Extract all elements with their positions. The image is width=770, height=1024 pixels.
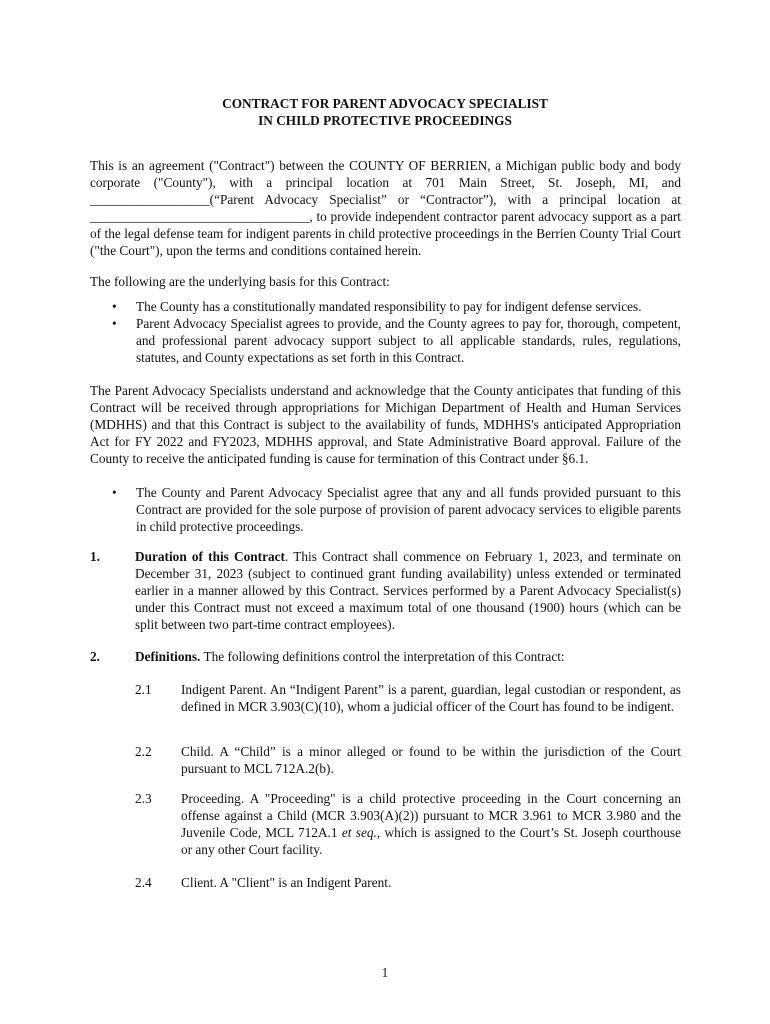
intro-text: This is an agreement ("Contract") between the COUNTY OF BERRIEN, a Michigan public body and body corporate ("County"), with a principal location at 701 Main Street, St. Joseph, MI, and __________________(“Parent Advocacy Specialist” or “Contractor”), with a principal location at _________________________________, to provide independent contractor parent advocacy support as a part of the legal defense team for indigent parents in child protective proceedings in the Berrien County Trial Court ("the Court"), upon the terms and conditions contained herein.: [90, 158, 681, 258]
title-line-2: IN CHILD PROTECTIVE PROCEEDINGS: [258, 113, 512, 128]
definition-2-3-text-part: Proceeding. A "Proceeding" is a child protective proceeding in the Court concerning an offense against a Child (MCR 3.903(A)(2)) pursuant to MCR 3.961 to MCR 3.980 and the Juvenile Code, MCL 712A.1: [181, 791, 681, 840]
definition-2-1-text: Indigent Parent. An “Indigent Parent” is a parent, guardian, legal custodian or respondent, as defined in MCR 3.903(C)(10), whom a judicial officer of the Court has found to be indigent.: [181, 682, 681, 714]
basis-bullet-2: Parent Advocacy Specialist agrees to provide, and the County agrees to pay for, thorough, competent, and professional parent advocacy support subject to all applicable standards, rules, regulations, statutes, and County expectations as set forth in this Contract.: [136, 316, 681, 365]
basis-heading-text: The following are the underlying basis for this Contract:: [90, 274, 390, 289]
definition-2-4-number: 2.4: [135, 875, 152, 890]
bullet-icon: •: [112, 299, 117, 314]
list-item: [112, 298, 681, 315]
section-2-number: 2.: [90, 649, 100, 664]
definition-2-1-number: 2.1: [135, 682, 152, 697]
list-item: [112, 315, 681, 366]
funds-bullet: The County and Parent Advocacy Specialist agree that any and all funds provided pursuant to this Contract are provided for the sole purpose of provision of parent advocacy services to eligible parents in child protective proceedings.: [136, 485, 681, 534]
definition-2-3-text: [181, 790, 681, 858]
definition-2-2-number: 2.2: [135, 744, 152, 759]
basis-bullet-1: The County has a constitutionally mandated responsibility to pay for indigent defense services.: [136, 299, 642, 314]
basis-heading: [90, 273, 681, 290]
section-1-body: [135, 548, 681, 633]
funding-text: The Parent Advocacy Specialists understand and acknowledge that the County anticipates that funding of this Contract will be received through appropriations for Michigan Department of Health and Human Services (MDHHS) and that this Contract is subject to the availability of funds, MDHHS's anticipated Appropriation Act for FY 2022 and FY2023, MDHHS approval, and State Administrative Board approval. Failure of the County to receive the anticipated funding is cause for termination of this Contract under §6.1.: [90, 383, 681, 466]
section-2-heading: Definitions.: [135, 649, 201, 664]
bullet-icon: •: [112, 316, 117, 331]
contract-title: [0, 95, 770, 129]
definition-2-2-text: Child. A “Child” is a minor alleged or found to be within the jurisdiction of the Court pursuant to MCL 712A.2(b).: [181, 744, 681, 776]
funding-paragraph: [90, 382, 681, 467]
section-2-body: [135, 648, 681, 665]
definition-2-3-text-part: , which is assigned to the Court’s St. Joseph courthouse or any other Court facility.: [181, 825, 681, 857]
section-2-text: The following definitions control the interpretation of this Contract:: [200, 649, 565, 664]
definition-2-4-text: Client. A "Client" is an Indigent Parent.: [181, 875, 392, 890]
intro-paragraph: [90, 157, 681, 259]
section-1-number: 1.: [90, 549, 100, 564]
bullet-icon: •: [112, 485, 117, 500]
definition-2-3-italic: et seq.: [341, 825, 377, 840]
page-number: 1: [381, 965, 389, 980]
funds-bullet-list: [112, 484, 681, 535]
basis-bullet-list: [112, 298, 681, 366]
list-item: [112, 484, 681, 535]
section-1-text: . This Contract shall commence on February 1, 2023, and terminate on December 31, 2023 (subject to continued grant funding availability) unless extended or terminated earlier in a manner allowed by this Contract. Services performed by a Parent Advocacy Specialist(s) under this Contract must not exceed a maximum total of one thousand (1900) hours (which can be split between two part-time contract employees).: [135, 549, 681, 632]
definition-2-3-number: 2.3: [135, 791, 152, 806]
section-1-heading: Duration of this Contract: [135, 549, 285, 564]
title-line-1: CONTRACT FOR PARENT ADVOCACY SPECIALIST: [222, 96, 548, 111]
